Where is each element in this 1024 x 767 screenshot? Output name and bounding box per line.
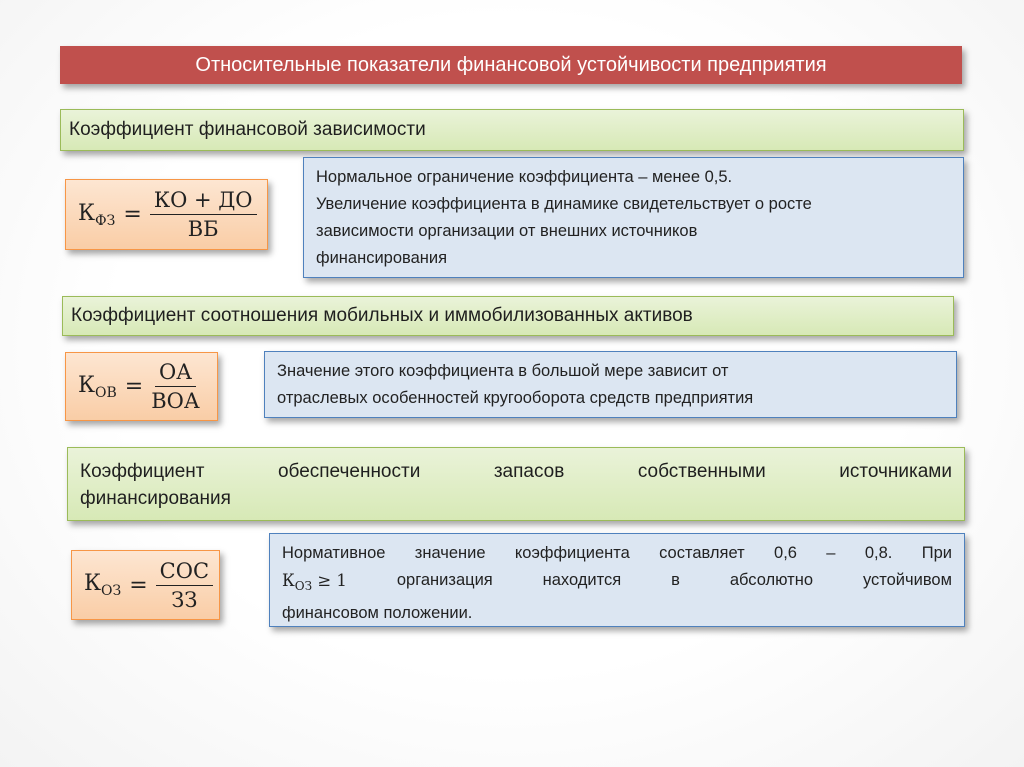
description-line: $К_{ОЗ} \ge 1$ организация находится в абсолютно устойчивом xyxy=(282,567,952,600)
formula-equals: = xyxy=(129,572,148,598)
formula-symbol: $К_{ОВ}$ xyxy=(78,372,117,401)
formula-fraction xyxy=(150,188,257,241)
description-financial-dependence xyxy=(303,157,964,278)
section-heading-mobile-assets-ratio: Коэффициент соотношения мобильных и иммобилизованных активов xyxy=(62,296,954,336)
formula-equals: = xyxy=(124,374,144,399)
section-heading-financial-dependence: Коэффициент финансовой зависимости xyxy=(60,109,964,151)
description-line: Увеличение коэффициента в динамике свидетельствует о росте xyxy=(316,195,812,213)
description-line: отраслевых особенностей кругооборота средств предприятия xyxy=(277,389,754,407)
description-line: финансовом положении. xyxy=(282,604,473,622)
formula-fraction xyxy=(156,559,213,612)
description-line: Значение этого коэффициента в большой мере зависит от xyxy=(277,362,729,380)
formula-numerator: СОС xyxy=(156,559,213,586)
description-mobile-assets-ratio xyxy=(264,351,957,418)
description-inventory-coverage xyxy=(269,533,965,627)
description-line: финансирования xyxy=(316,249,448,267)
formula-symbol: $К_{ФЗ}$ xyxy=(78,200,116,229)
slide-title: Относительные показатели финансовой устойчивости предприятия xyxy=(60,46,962,84)
formula-equals: = xyxy=(123,202,142,227)
formula-mobile-assets-ratio xyxy=(65,352,218,421)
formula-financial-dependence xyxy=(65,179,268,250)
formula-numerator: КО + ДО xyxy=(150,188,257,215)
description-line: Нормативное значение коэффициента составляет 0,6 – 0,8. При xyxy=(282,544,952,562)
formula-denominator: ВОА xyxy=(151,389,200,413)
description-line: зависимости организации от внешних источников xyxy=(316,222,698,240)
formula-symbol: $К_{ОЗ}$ xyxy=(84,571,122,599)
formula-fraction xyxy=(151,360,200,413)
heading-line-2: финансирования xyxy=(80,488,231,509)
heading-line-1: Коэффициент обеспеченности запасов собственными источниками xyxy=(80,461,952,482)
formula-numerator: ОА xyxy=(155,360,196,387)
inline-math: $К_{ОЗ} \ge 1$ xyxy=(282,571,347,593)
formula-inventory-coverage xyxy=(71,550,220,620)
formula-denominator: ВБ xyxy=(187,217,219,241)
description-line: Нормальное ограничение коэффициента – менее 0,5. xyxy=(316,168,733,186)
formula-denominator: ЗЗ xyxy=(171,587,198,612)
section-heading-inventory-coverage xyxy=(67,447,965,521)
